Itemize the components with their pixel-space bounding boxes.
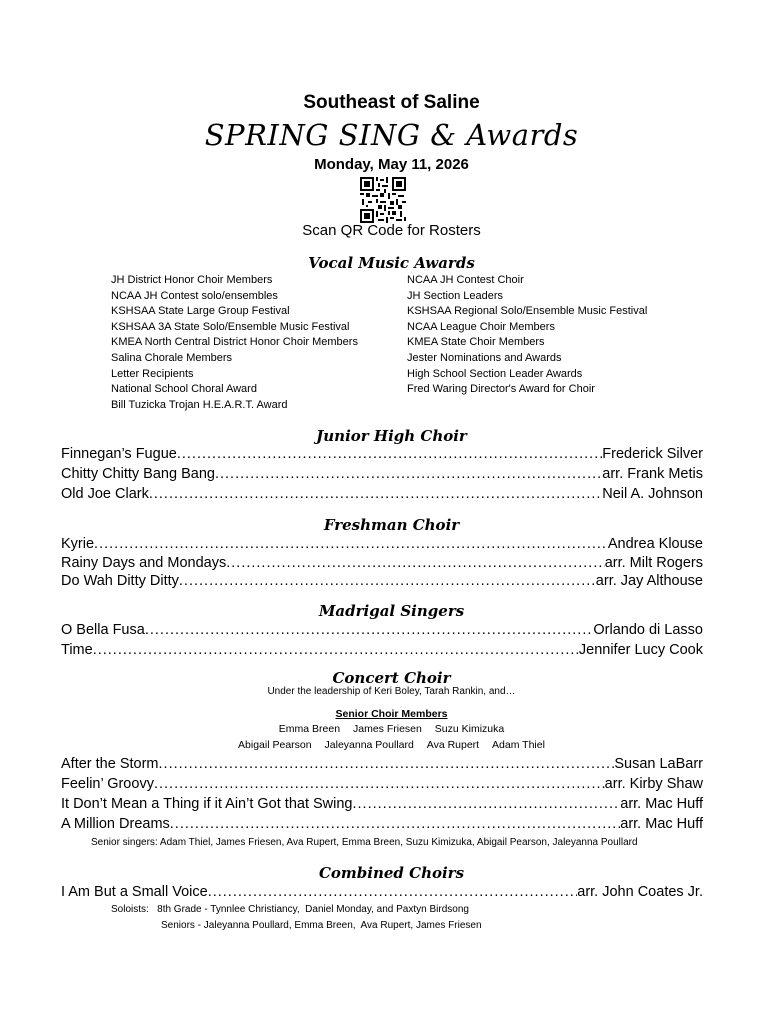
concert-program [61,754,703,834]
list-item: KSHSAA 3A State Solo/Ensemble Music Festival [111,320,350,333]
piece-composer: Neil A. Johnson [602,486,703,502]
school-name: Southeast of Saline [303,92,480,113]
piece-title: A Million Dreams [61,816,170,832]
leader-dots [159,754,615,774]
list-item: NCAA League Choir Members [407,320,555,333]
madrigal-title: Madrigal Singers [318,602,465,620]
leader-dots [208,882,578,902]
list-item: Letter Recipients [111,367,194,380]
piece-title: Old Joe Clark [61,486,149,502]
senior-members-header: Senior Choir Members [335,708,448,720]
list-item: KMEA State Choir Members [407,336,545,349]
list-item: NCAA JH Contest solo/ensembles [111,289,278,302]
senior-name: Suzu Kimizuka [434,723,505,735]
soloists-line: Soloists: 8th Grade - Tynnlee Christiancy, Daniel Monday, and Paxtyn Birdsong [111,904,469,915]
senior-name: Jaleyanna Poullard [324,739,414,751]
program-row [61,754,703,774]
concert-leadership: Under the leadership of Keri Boley, Tarah Rankin, and… [267,686,516,697]
list-item: Fred Waring Director's Award for Choir [407,383,595,396]
event-title: SPRING SING & Awards [204,118,579,152]
piece-title: Finnegan’s Fugue [61,446,177,462]
freshman-title: Freshman Choir [323,516,460,534]
leader-dots [149,484,602,504]
event-date: Monday, May 11, 2026 [314,156,469,173]
list-item: Salina Chorale Members [111,351,233,364]
piece-composer: arr. Mac Huff [620,816,703,832]
piece-composer: arr. Kirby Shaw [604,776,703,792]
leader-dots [154,774,605,794]
leader-dots [226,554,604,572]
freshman-program [61,534,703,590]
program-row [61,464,703,484]
junior-high-program [61,444,703,504]
program-row [61,774,703,794]
list-item: JH Section Leaders [407,289,503,302]
piece-composer: Jennifer Lucy Cook [578,642,703,658]
list-item: Jester Nominations and Awards [407,351,562,364]
senior-name: Ava Rupert [426,739,480,751]
awards-right-list [407,273,647,398]
piece-composer: arr. Jay Althouse [595,573,703,589]
piece-title: Feelin’ Groovy [61,776,154,792]
program-row [61,572,703,590]
list-item: NCAA JH Contest Choir [407,274,524,286]
piece-title: It Don’t Mean a Thing if it Ain’t Got that Swing [61,796,353,812]
madrigal-program [61,620,703,660]
soloists-seniors-line: Seniors - Jaleyanna Poullard, Emma Breen, Ava Rupert, James Friesen [161,920,482,931]
combined-program [61,882,703,902]
piece-composer: Frederick Silver [602,446,703,462]
qr-caption: Scan QR Code for Rosters [302,222,481,239]
senior-names-row [0,739,783,751]
senior-name: Adam Thiel [492,739,545,751]
piece-title: O Bella Fusa [61,622,145,638]
concert-title: Concert Choir [332,669,451,687]
senior-name: Emma Breen [278,723,341,735]
program-row [61,882,703,902]
qr-code-icon[interactable] [360,177,406,223]
piece-title: Time [61,642,93,658]
senior-name: James Friesen [352,723,422,735]
leader-dots [94,534,608,554]
leader-dots [179,572,596,590]
piece-title: I Am But a Small Voice [61,884,208,900]
piece-title: Do Wah Ditty Ditty [61,573,179,589]
senior-name: Abigail Pearson [238,739,312,751]
piece-title: Kyrie [61,536,95,552]
junior-high-title: Junior High Choir [316,427,467,445]
program-row [61,640,703,660]
piece-title: After the Storm [61,756,159,772]
senior-singers-note: Senior singers: Adam Thiel, James Friesen, Ava Rupert, Emma Breen, Suzu Kimizuka, Abigail Pearson, Jaleyanna Poullard [91,837,638,848]
leader-dots [170,814,620,834]
list-item: JH District Honor Choir Members [111,274,273,286]
program-row [61,534,703,554]
piece-composer: Orlando di Lasso [593,622,703,638]
list-item: KSHSAA Regional Solo/Ensemble Music Festival [407,305,648,318]
list-item: High School Section Leader Awards [407,367,583,380]
piece-composer: Susan LaBarr [614,756,703,772]
leader-dots [215,464,602,484]
list-item: Bill Tuzicka Trojan H.E.A.R.T. Award [111,398,288,411]
combined-title: Combined Choirs [318,864,465,882]
list-item: KMEA North Central District Honor Choir Members [111,336,358,349]
senior-names-row [0,723,783,735]
program-row [61,444,703,464]
piece-title: Chitty Chitty Bang Bang [61,466,215,482]
piece-composer: arr. Milt Rogers [604,555,703,571]
leader-dots [353,794,621,814]
awards-left-list [111,273,358,413]
vocal-awards-title: Vocal Music Awards [308,254,475,272]
program-row [61,814,703,834]
piece-title: Rainy Days and Mondays [61,555,227,571]
leader-dots [177,444,602,464]
piece-composer: arr. John Coates Jr. [577,884,703,900]
leader-dots [93,640,579,660]
program-row [61,794,703,814]
program-row [61,484,703,504]
list-item: KSHSAA State Large Group Festival [111,305,290,318]
list-item: National School Choral Award [111,383,257,396]
leader-dots [145,620,594,640]
piece-composer: arr. Frank Metis [602,466,703,482]
program-row [61,554,703,572]
program-row [61,620,703,640]
piece-composer: arr. Mac Huff [620,796,703,812]
piece-composer: Andrea Klouse [607,536,703,552]
